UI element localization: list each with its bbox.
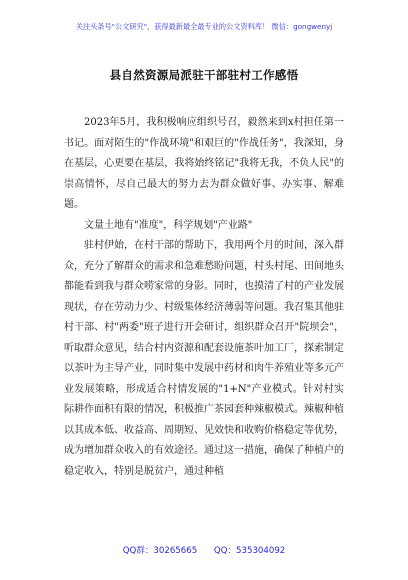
document-body (64, 113, 344, 482)
header-notice: 关注头条号"公文研究"，获得最新最全最专业的公文资料库！ 微信：gongwenyj (75, 22, 333, 31)
paragraph-industry: 驻村伊始，在村干部的帮助下，我用两个月的时间，深入群众，充分了解群众的需求和急难愁盼问题，村头村尾、田间地头都能看到我与群众唠家常的身影。同时，也摸清了村的产业发展现状，存在劳动力少、村级集体经济薄弱等问题。我召集其他驻村干部、村"两委"班子进行开会研讨，组织群众召开"院坝会"，听取群众意见，结合村内资源和配套设施茶叶加工厂，探索制定以茶叶为主导产业，同时集中发展中药材和肉牛养殖业等多元产业发展策略，形成适合村情发展的"1+N"产业模式。针对村实际耕作面积有限的情况，积极推广茶园套种辣椒模式。辣椒种植以其成本低、收益高、周期短、见效快和收购价格稳定等优势，成为增加群众收入的有效途径。通过这一措施，确保了种植户的稳定收入，特别是脱贫户，通过种植 (64, 240, 344, 477)
paragraph-intro: 2023年5月，我积极响应组织号召，毅然来到x村担任第一书记。面对陌生的"作战环境"和艰巨的"作战任务"，我深知，身在基层，心更要在基层，我将始终铭记"我将无我，不负人民"的崇高情怀，尽自己最大的努力去为群众做好事、办实事、解难题。 (64, 117, 344, 210)
section-heading: 文量土地有"准度"，科学规划"产业路" (84, 219, 253, 231)
footer-contact (0, 544, 408, 556)
footer-qq: QQ：535304092 (213, 546, 286, 556)
document-title: 县自然资源局派驻干部驻村工作感悟 (109, 68, 299, 82)
footer-qq-group: QQ群：30265665 (122, 546, 198, 556)
